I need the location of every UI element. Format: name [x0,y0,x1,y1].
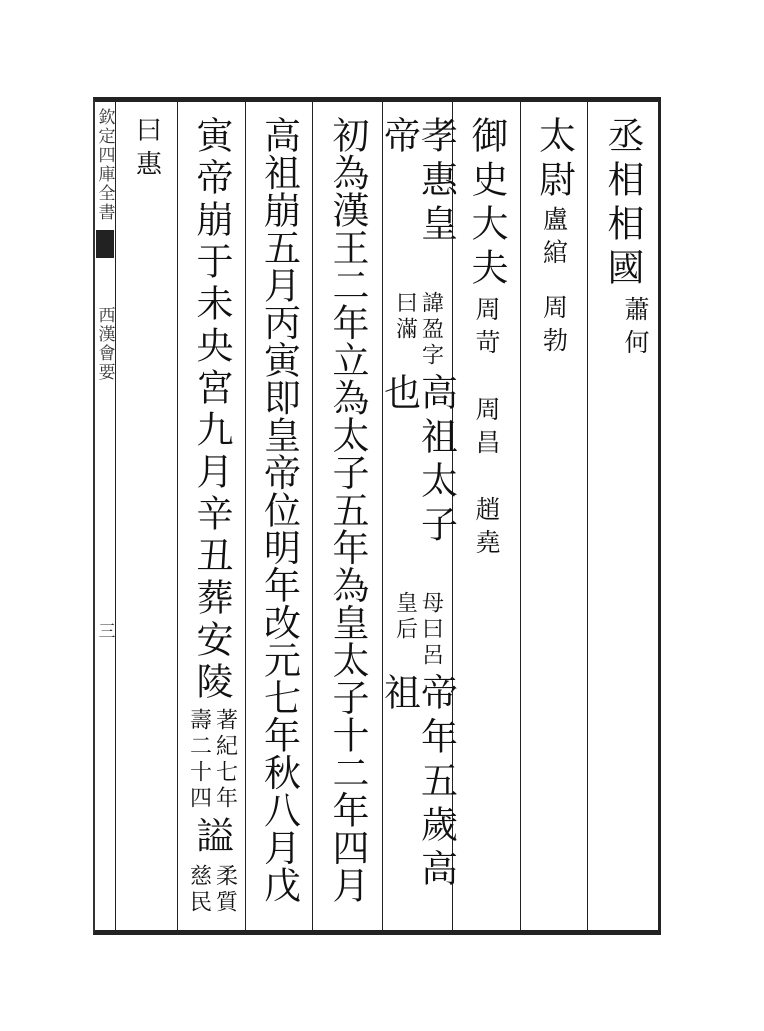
official-title: 御史大夫 [465,116,508,292]
official-title: 丞相相國 [601,116,644,292]
annotation [394,591,442,669]
main-text: 高祖崩五月丙寅即皇帝位明年改元七年秋八月戊 [257,116,301,904]
main-text: 曰惠 [131,116,162,184]
main-text: 帝年五歲高祖 [377,673,458,894]
annotation-left: 壽二十四 [186,708,212,812]
page-number: 三 [94,622,115,641]
annotation [188,708,236,812]
text-column-8 [115,102,177,930]
annotation-left: 皇后 [392,591,418,644]
main-text: 孝惠皇帝 [377,116,458,248]
annotation-right: 著紀七年 [212,708,238,812]
annotation-left: 曰滿 [392,291,418,344]
official-name: 周苛 [472,296,501,362]
text-column-1 [587,102,657,930]
fish-tail-mark [96,230,114,258]
text-column-2 [520,102,587,930]
annotation [394,291,442,369]
section-title: 西漢會要 [94,306,115,382]
main-text: 寅帝崩于未央宮九月辛丑葬安陵 [190,116,233,704]
book-title: 欽定四庫全書 [94,108,115,222]
annotation-right: 母曰呂 [418,591,444,670]
text-column-5 [312,102,382,930]
page-frame [93,97,661,935]
official-name: 周勃 [539,294,569,360]
annotation-right: 諱盈字 [418,291,444,370]
text-column-3 [452,102,520,930]
text-column-4 [377,102,458,930]
main-text: 高祖太子也 [377,373,458,550]
text-column-6 [245,102,312,930]
official-name: 盧綰 [539,206,569,272]
official-name: 趙堯 [472,496,501,562]
official-name: 蕭何 [621,296,650,362]
annotation [188,864,236,916]
official-title: 太尉 [532,116,576,204]
official-name: 周昌 [472,396,501,462]
annotation-right: 柔質 [212,864,238,916]
text-column-7 [177,102,245,930]
annotation-left: 慈民 [186,864,212,916]
main-text: 初為漢王二年立為太子五年為皇太子十二年四月 [326,116,369,904]
main-text: 謚 [190,816,233,860]
margin-strip [95,102,115,930]
